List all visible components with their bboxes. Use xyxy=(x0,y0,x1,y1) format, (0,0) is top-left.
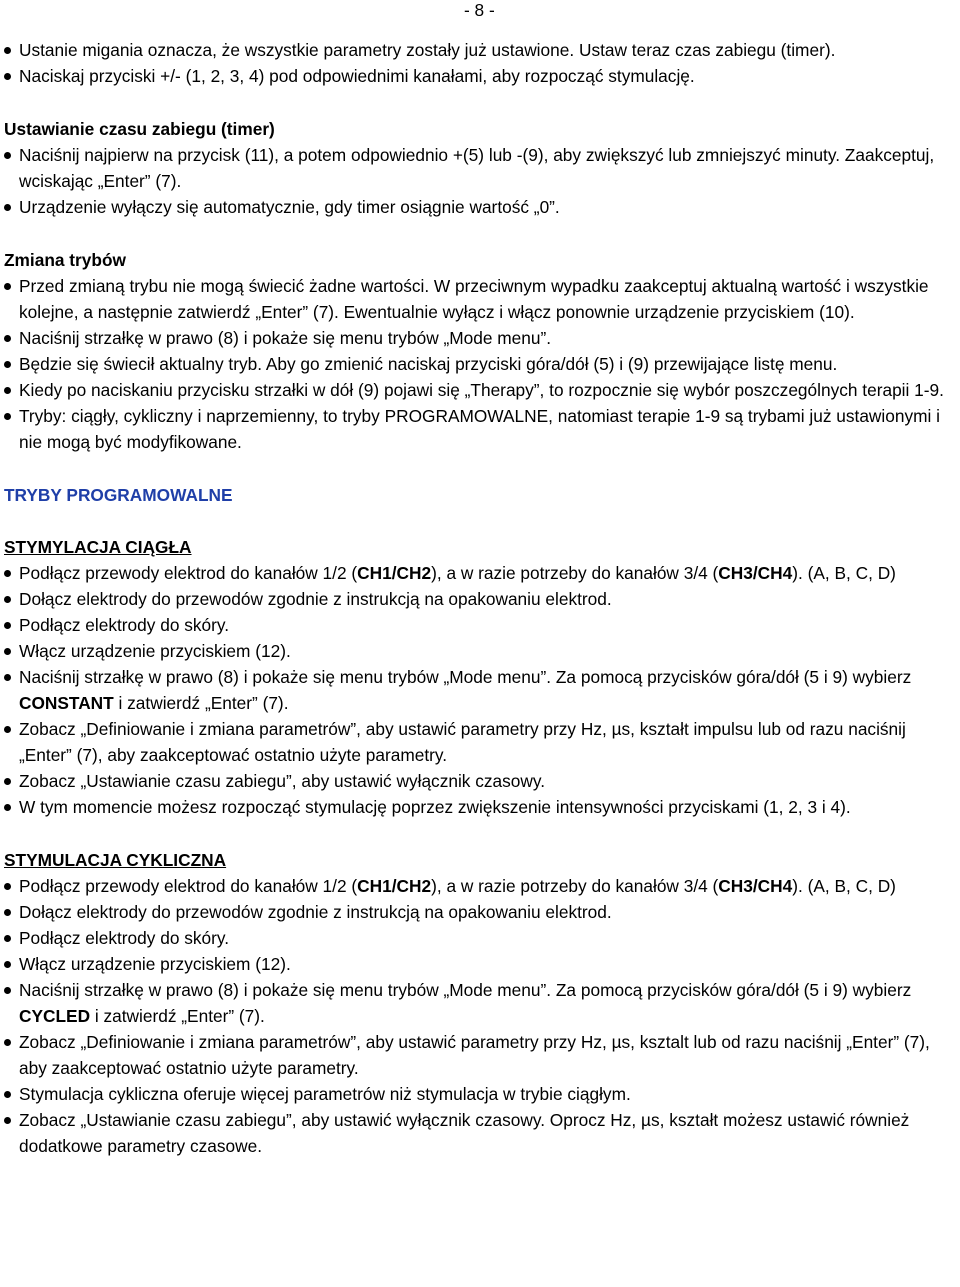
continuous-item-4: Włącz urządzenie przyciskiem (12). xyxy=(4,638,960,664)
continuous-item-1: Podłącz przewody elektrod do kanałów 1/2 (CH1/CH2), a w razie potrzeby do kanałów 3/4 (CH3/CH4). (A, B, C, D) xyxy=(4,560,960,586)
intro-item-1: Ustanie migania oznacza, że wszystkie parametry zostały już ustawione. Ustaw teraz czas zabiegu (timer). xyxy=(4,37,960,63)
cyclic-item-8: Zobacz „Ustawianie czasu zabiegu”, aby ustawić wyłącznik czasowy. Oprocz Hz, µs, kształt możesz ustawić również dodatkowe parametry czasowe. xyxy=(4,1107,960,1159)
modes-item-1: Przed zmianą trybu nie mogą świecić żadne wartości. W przeciwnym wypadku zaakceptuj aktualną wartość i wszystkie kolejne, a następnie zatwierdź „Enter” (7). Ewentualnie wyłącz i włącz ponownie urządzenie przyciskiem (10). xyxy=(4,273,960,325)
continuous-item-2: Dołącz elektrody do przewodów zgodnie z instrukcją na opakowaniu elektrod. xyxy=(4,586,960,612)
cyclic-item-6: Zobacz „Definiowanie i zmiana parametrów”, aby ustawić parametry przy Hz, µs, ksztalt lub od razu naciśnij „Enter” (7), aby zaakceptować ostatnio użyte parametry. xyxy=(4,1029,960,1081)
cyclic-heading: STYMULACJA CYKLICZNA xyxy=(4,850,227,870)
programmable-modes-heading: TRYBY PROGRAMOWALNE xyxy=(4,485,233,505)
cyclic-item-7: Stymulacja cykliczna oferuje więcej parametrów niż stymulacja w trybie ciągłym. xyxy=(4,1081,960,1107)
continuous-heading: STYMYLACJA CIĄGŁA xyxy=(4,537,192,557)
continuous-item-5: Naciśnij strzałkę w prawo (8) i pokaże się menu trybów „Mode menu”. Za pomocą przycisków góra/dół (5 i 9) wybierz CONSTANT i zatwierdź „Enter” (7). xyxy=(4,664,960,716)
document-body xyxy=(4,37,960,1159)
cyclic-item-3: Podłącz elektrody do skóry. xyxy=(4,925,960,951)
timer-item-2: Urządzenie wyłączy się automatycznie, gdy timer osiągnie wartość „0”. xyxy=(4,194,960,220)
cyclic-item-1: Podłącz przewody elektrod do kanałów 1/2 (CH1/CH2), a w razie potrzeby do kanałów 3/4 (CH3/CH4). (A, B, C, D) xyxy=(4,873,960,899)
continuous-item-3: Podłącz elektrody do skóry. xyxy=(4,612,960,638)
cyclic-item-2: Dołącz elektrody do przewodów zgodnie z instrukcją na opakowaniu elektrod. xyxy=(4,899,960,925)
modes-item-3: Będzie się świecił aktualny tryb. Aby go zmienić naciskaj przyciski góra/dół (5) i (9) przewijające listę menu. xyxy=(4,351,960,377)
timer-item-1: Naciśnij najpierw na przycisk (11), a potem odpowiednio +(5) lub -(9), aby zwiększyć lub zmniejszyć minuty. Zaakceptuj, wciskając „Enter” (7). xyxy=(4,142,960,194)
continuous-item-8: W tym momencie możesz rozpocząć stymulację poprzez zwiększenie intensywności przyciskami (1, 2, 3 i 4). xyxy=(4,794,960,820)
modes-item-5: Tryby: ciągły, cykliczny i naprzemienny, to tryby PROGRAMOWALNE, natomiast terapie 1-9 są trybami już ustawionymi i nie mogą być modyfikowane. xyxy=(4,403,960,455)
modes-item-2: Naciśnij strzałkę w prawo (8) i pokaże się menu trybów „Mode menu”. xyxy=(4,325,960,351)
intro-item-2: Naciskaj przyciski +/- (1, 2, 3, 4) pod odpowiednimi kanałami, aby rozpocząć stymulację. xyxy=(4,63,960,89)
cyclic-item-4: Włącz urządzenie przyciskiem (12). xyxy=(4,951,960,977)
modes-item-4: Kiedy po naciskaniu przycisku strzałki w dół (9) pojawi się „Therapy”, to rozpocznie się wybór poszczególnych terapii 1-9. xyxy=(4,377,960,403)
modes-heading: Zmiana trybów xyxy=(4,250,126,270)
cyclic-item-5: Naciśnij strzałkę w prawo (8) i pokaże się menu trybów „Mode menu”. Za pomocą przycisków góra/dół (5 i 9) wybierz CYCLED i zatwierdź „Enter” (7). xyxy=(4,977,960,1029)
page-number: - 8 - xyxy=(464,0,495,20)
continuous-item-7: Zobacz „Ustawianie czasu zabiegu”, aby ustawić wyłącznik czasowy. xyxy=(4,768,960,794)
timer-heading: Ustawianie czasu zabiegu (timer) xyxy=(4,119,275,139)
continuous-item-6: Zobacz „Definiowanie i zmiana parametrów”, aby ustawić parametry przy Hz, µs, kształt impulsu lub od razu naciśnij „Enter” (7), aby zaakceptować ostatnio użyte parametry. xyxy=(4,716,960,768)
